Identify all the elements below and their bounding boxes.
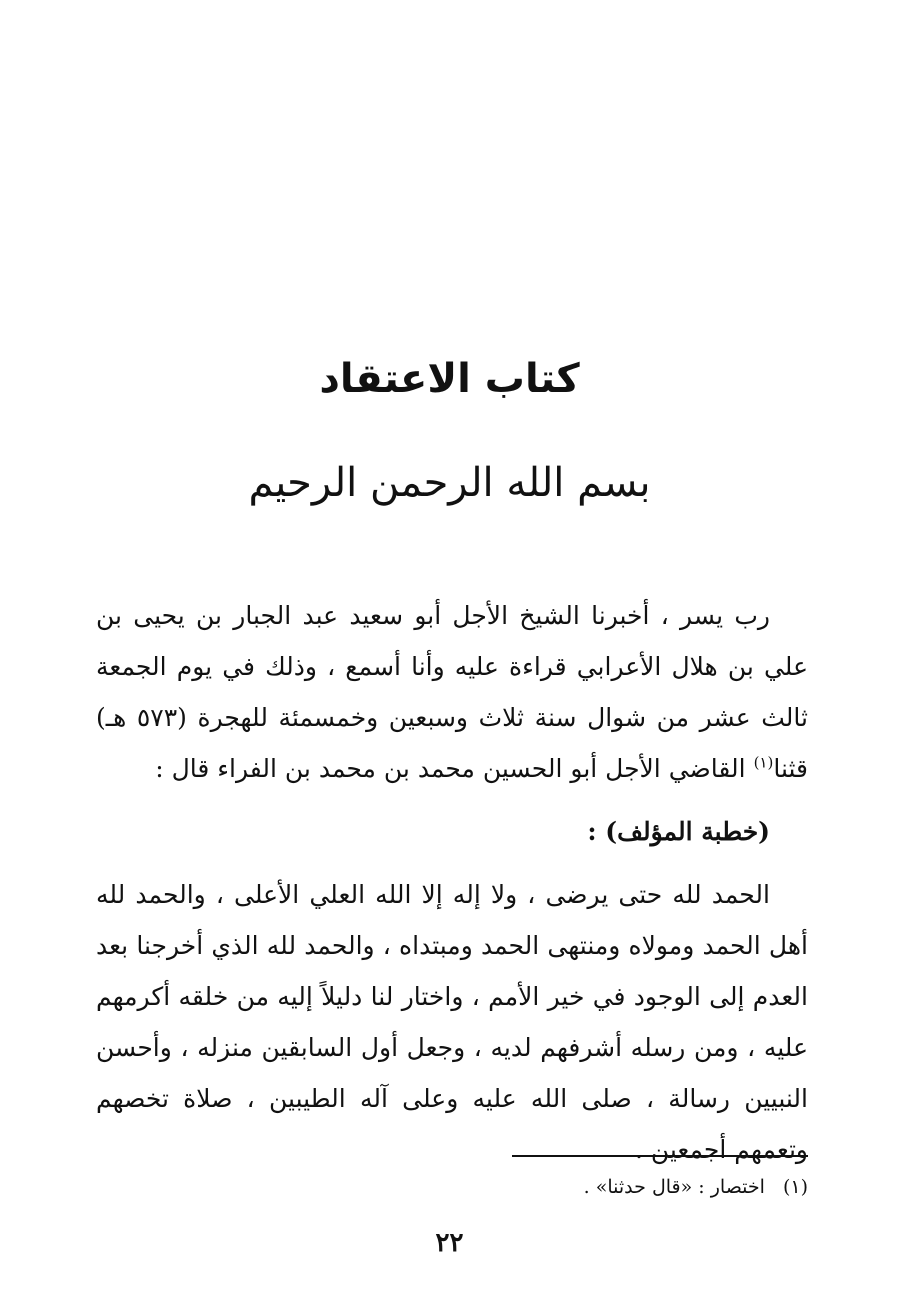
intro-text: رب يسر ، أخبرنا الشيخ الأجل أبو سعيد عبد الجبار بن يحيى بن علي بن هلال الأعرابي قراءة عليه وأنا أسمع ، وذلك في يوم الجمعة ثالث عشر من شوال سنة ثلاث وسبعين وخمسمئة للهجرة (٥٧٣ هـ) قثنا	[96, 601, 808, 783]
footnote-text: اختصار : «قال حدثنا» .	[583, 1176, 765, 1198]
intro-paragraph	[96, 590, 808, 794]
main-text	[96, 590, 808, 1175]
footnote-divider	[512, 1155, 808, 1157]
khutba-paragraph: الحمد لله حتى يرضى ، ولا إله إلا الله العلي الأعلى ، والحمد لله أهل الحمد ومولاه ومنتهى الحمد ومبتداه ، والحمد لله الذي أخرجنا بعد العدم إلى الوجود في خير الأمم ، واختار لنا دليلاً إليه من خلقه أكرمهم عليه ، ومن رسله أشرفهم لديه ، وجعل أول السابقين منزله ، وأحسن النبيين رسالة ، صلى الله عليه وعلى آله الطيبين ، صلاة تخصهم وتعمهم أجمعين .	[96, 880, 808, 1164]
basmala: بسم الله الرحمن الرحيم	[248, 460, 651, 506]
intro-text-continued: القاضي الأجل أبو الحسين محمد بن محمد بن الفراء قال :	[155, 754, 746, 783]
footnote	[96, 1172, 808, 1202]
page-number: ٢٢	[435, 1228, 464, 1258]
book-title: كتاب الاعتقاد	[319, 356, 580, 402]
section-heading: (خطبة المؤلف) :	[587, 817, 770, 846]
footnote-marker: (١)	[782, 1176, 808, 1198]
footnote-reference: (١)	[753, 753, 774, 772]
